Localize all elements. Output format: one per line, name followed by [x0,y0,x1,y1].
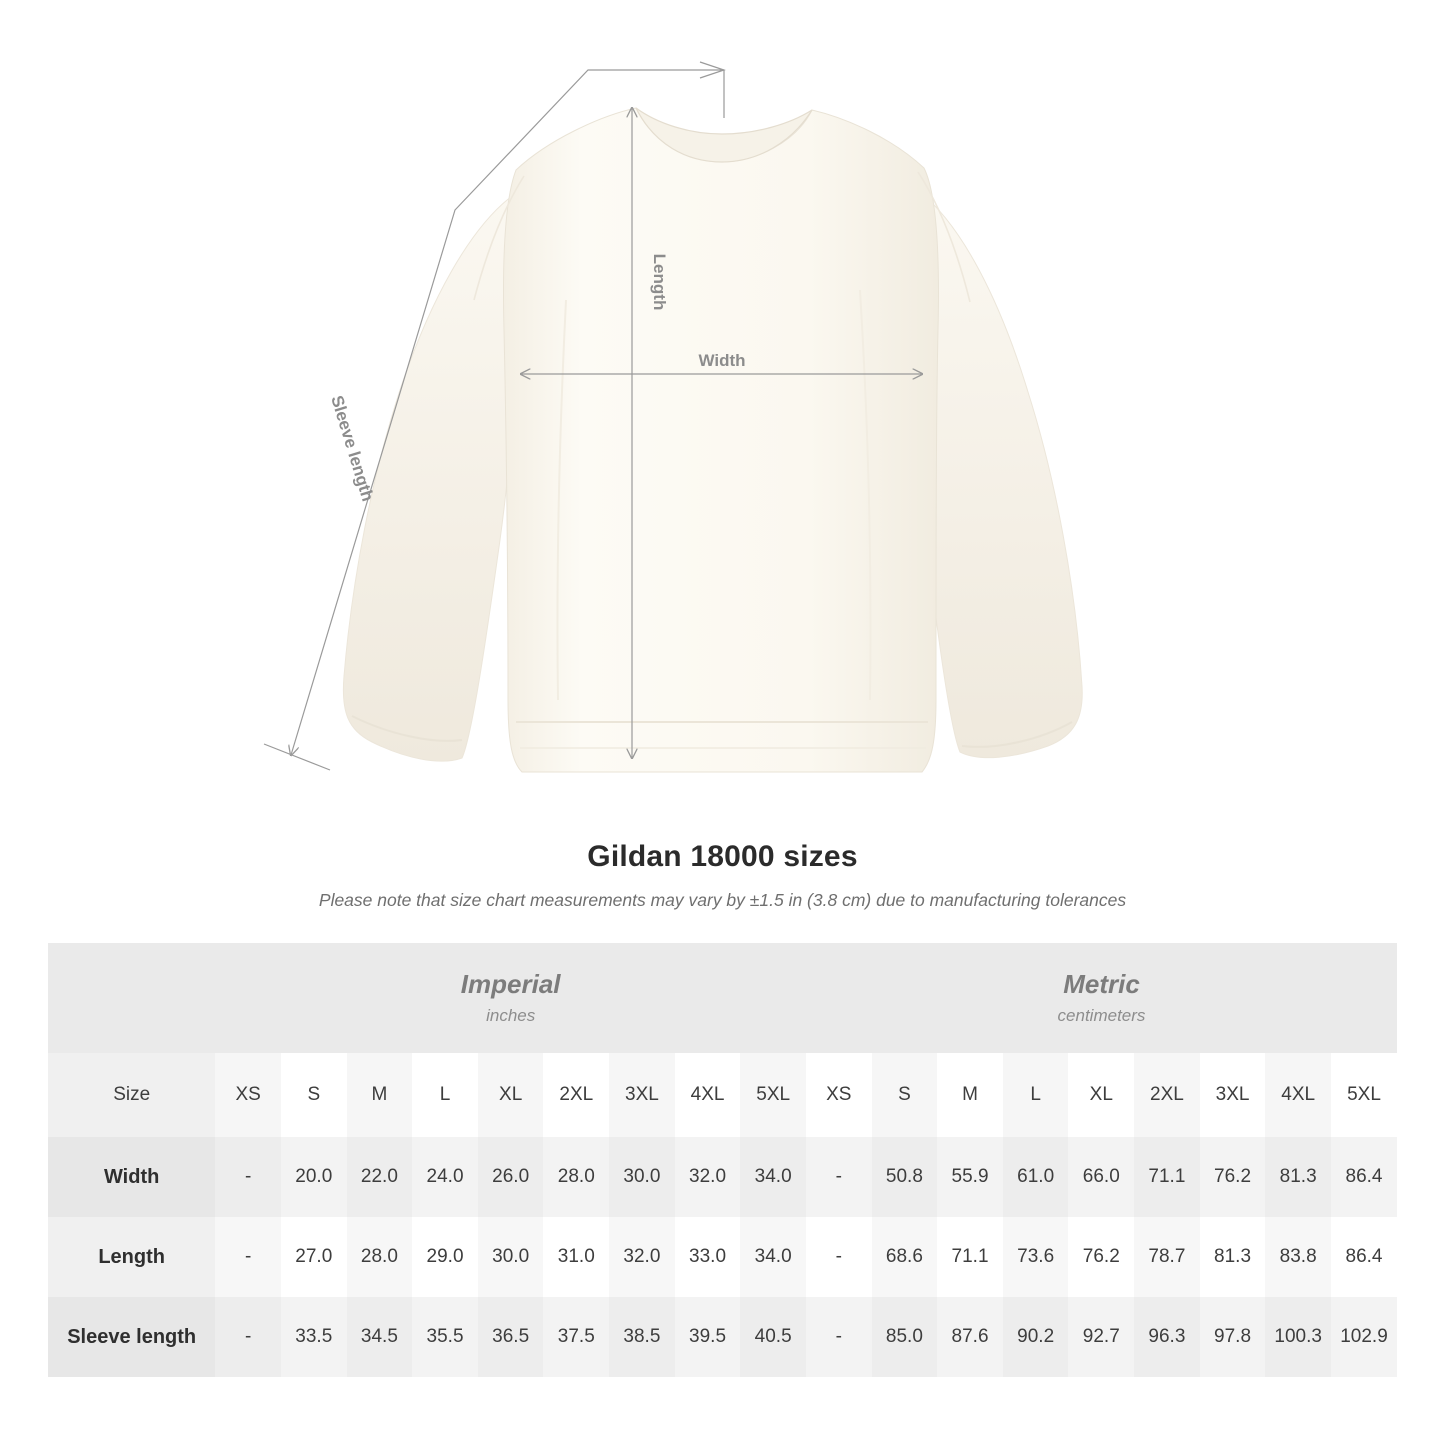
units-header-spacer [48,943,215,1053]
header-size-label: Size [48,1053,215,1137]
header-size-imperial-2xl: 2XL [543,1053,609,1137]
header-size-imperial-l: L [412,1053,478,1137]
cell-sleeve-metric-4xl: 100.3 [1265,1297,1331,1377]
cell-length-metric-4xl: 83.8 [1265,1217,1331,1297]
cell-length-imperial-xs: - [215,1217,281,1297]
table-row [48,1137,1397,1217]
cell-length-imperial-xl: 30.0 [478,1217,544,1297]
cell-width-imperial-4xl: 32.0 [675,1137,741,1217]
cell-length-metric-3xl: 81.3 [1200,1217,1266,1297]
cell-width-metric-xs: - [806,1137,872,1217]
unit-metric-name: Metric [1063,969,1140,1000]
table-row [48,1297,1397,1377]
cell-length-imperial-s: 27.0 [281,1217,347,1297]
header-size-imperial-s: S [281,1053,347,1137]
size-table [48,943,1397,1377]
cell-sleeve-metric-5xl: 102.9 [1331,1297,1397,1377]
cell-sleeve-metric-m: 87.6 [937,1297,1003,1377]
cell-width-metric-l: 61.0 [1003,1137,1069,1217]
header-size-metric-2xl: 2XL [1134,1053,1200,1137]
cell-sleeve-imperial-l: 35.5 [412,1297,478,1377]
unit-imperial-sub: inches [486,1005,536,1025]
cell-length-imperial-m: 28.0 [347,1217,413,1297]
unit-metric-sub: centimeters [1057,1005,1146,1025]
unit-imperial-cell [215,943,806,1053]
size-header-row [48,1053,1397,1137]
header-size-metric-5xl: 5XL [1331,1053,1397,1137]
cell-length-metric-5xl: 86.4 [1331,1217,1397,1297]
header-size-imperial-5xl: 5XL [740,1053,806,1137]
cell-sleeve-imperial-m: 34.5 [347,1297,413,1377]
length-label: Length [650,253,669,311]
page-title: Gildan 18000 sizes [587,840,858,873]
cell-width-imperial-xs: - [215,1137,281,1217]
cell-sleeve-metric-s: 85.0 [872,1297,938,1377]
cell-length-metric-xl: 76.2 [1068,1217,1134,1297]
cell-sleeve-imperial-2xl: 37.5 [543,1297,609,1377]
header-size-metric-4xl: 4XL [1265,1053,1331,1137]
sleeve-length-label: Sleeve length [327,393,378,504]
header-size-imperial-m: M [347,1053,413,1137]
cell-sleeve-imperial-xl: 36.5 [478,1297,544,1377]
row-label-length: Length [48,1217,215,1297]
header-size-metric-l: L [1003,1053,1069,1137]
cell-width-imperial-3xl: 30.0 [609,1137,675,1217]
cell-length-metric-2xl: 78.7 [1134,1217,1200,1297]
cell-length-imperial-5xl: 34.0 [740,1217,806,1297]
header-size-imperial-xl: XL [478,1053,544,1137]
header-size-metric-xs: XS [806,1053,872,1137]
cell-sleeve-metric-2xl: 96.3 [1134,1297,1200,1377]
cell-width-imperial-2xl: 28.0 [543,1137,609,1217]
cell-sleeve-imperial-3xl: 38.5 [609,1297,675,1377]
size-table-wrap [48,943,1397,1377]
cell-length-metric-xs: - [806,1217,872,1297]
unit-metric-cell [806,943,1397,1053]
cell-length-imperial-l: 29.0 [412,1217,478,1297]
cell-sleeve-imperial-5xl: 40.5 [740,1297,806,1377]
cell-length-imperial-3xl: 32.0 [609,1217,675,1297]
sweatshirt-graphic [343,108,1082,772]
cell-width-metric-5xl: 86.4 [1331,1137,1397,1217]
cell-width-metric-4xl: 81.3 [1265,1137,1331,1217]
cell-length-imperial-2xl: 31.0 [543,1217,609,1297]
cell-sleeve-imperial-s: 33.5 [281,1297,347,1377]
cell-width-imperial-5xl: 34.0 [740,1137,806,1217]
cell-sleeve-imperial-xs: - [215,1297,281,1377]
cell-sleeve-metric-xl: 92.7 [1068,1297,1134,1377]
cell-width-metric-m: 55.9 [937,1137,1003,1217]
header-size-imperial-4xl: 4XL [675,1053,741,1137]
header-size-imperial-3xl: 3XL [609,1053,675,1137]
header-size-metric-s: S [872,1053,938,1137]
cell-width-metric-xl: 66.0 [1068,1137,1134,1217]
table-row [48,1217,1397,1297]
unit-imperial-name: Imperial [460,969,561,1000]
cell-width-imperial-xl: 26.0 [478,1137,544,1217]
cell-length-metric-l: 73.6 [1003,1217,1069,1297]
cell-length-metric-s: 68.6 [872,1217,938,1297]
units-header-row [48,943,1397,1053]
cell-width-imperial-m: 22.0 [347,1137,413,1217]
cell-width-metric-2xl: 71.1 [1134,1137,1200,1217]
header-size-metric-xl: XL [1068,1053,1134,1137]
header-size-metric-m: M [937,1053,1003,1137]
cell-sleeve-imperial-4xl: 39.5 [675,1297,741,1377]
header-size-imperial-xs: XS [215,1053,281,1137]
cell-width-imperial-l: 24.0 [412,1137,478,1217]
tolerance-note: Please note that size chart measurements may vary by ±1.5 in (3.8 cm) due to manufacturing tolerances [318,890,1127,910]
width-label: Width [698,351,746,370]
header-size-metric-3xl: 3XL [1200,1053,1266,1137]
cell-sleeve-metric-xs: - [806,1297,872,1377]
row-label-sleeve-length: Sleeve length [48,1297,215,1377]
cell-width-metric-3xl: 76.2 [1200,1137,1266,1217]
row-label-width: Width [48,1137,215,1217]
cell-width-metric-s: 50.8 [872,1137,938,1217]
cell-width-imperial-s: 20.0 [281,1137,347,1217]
cell-sleeve-metric-l: 90.2 [1003,1297,1069,1377]
cell-sleeve-metric-3xl: 97.8 [1200,1297,1266,1377]
title-block [0,840,1445,911]
cell-length-imperial-4xl: 33.0 [675,1217,741,1297]
cell-length-metric-m: 71.1 [937,1217,1003,1297]
